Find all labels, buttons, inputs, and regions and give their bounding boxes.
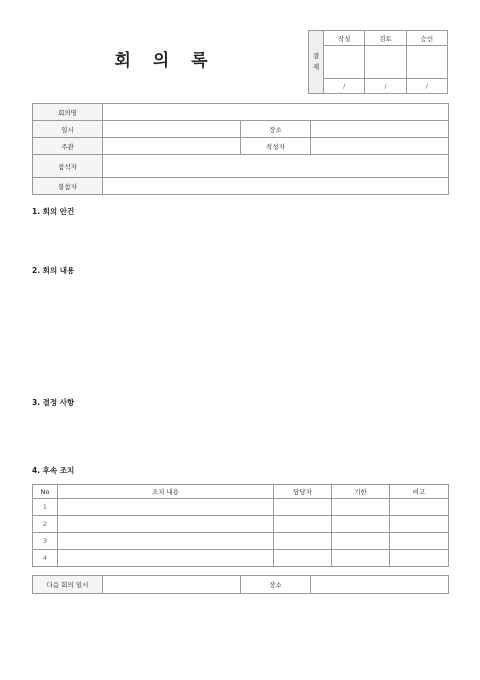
col-header-deadline: 기한 (332, 485, 390, 499)
table-row (33, 499, 449, 516)
decisions-heading: 3. 결정 사항 (32, 398, 75, 407)
approval-table (308, 30, 448, 94)
meeting-info-table (32, 103, 449, 195)
approval-sign-approve[interactable] (406, 46, 447, 79)
agenda-heading: 1. 회의 안건 (32, 207, 75, 216)
place-field[interactable] (311, 121, 449, 138)
content-heading: 2. 회의 내용 (32, 266, 75, 275)
document-title: 회 의 록 (114, 51, 216, 71)
meeting-name-field[interactable] (103, 104, 449, 121)
action-cell[interactable] (58, 499, 274, 516)
attendees-field[interactable] (103, 155, 449, 178)
note-cell[interactable] (390, 499, 449, 516)
next-meeting-place-label: 장소 (241, 576, 311, 594)
owner-cell[interactable] (274, 499, 332, 516)
attendees-label: 참석자 (33, 155, 103, 178)
row-number: 3 (33, 533, 58, 550)
next-meeting-place-field[interactable] (311, 576, 449, 594)
note-cell[interactable] (390, 533, 449, 550)
deadline-cell[interactable] (332, 499, 390, 516)
col-header-note: 비고 (390, 485, 449, 499)
action-cell[interactable] (58, 550, 274, 567)
table-row (33, 516, 449, 533)
row-number: 4 (33, 550, 58, 567)
date-label: 일시 (33, 121, 103, 138)
date-field[interactable] (103, 121, 241, 138)
col-header-owner: 담당자 (274, 485, 332, 499)
approval-date-write[interactable]: / (324, 79, 365, 94)
deadline-cell[interactable] (332, 533, 390, 550)
col-header-no: No (33, 485, 58, 499)
host-field[interactable] (103, 138, 241, 155)
followup-heading: 4. 후속 조치 (32, 466, 75, 475)
owner-cell[interactable] (274, 550, 332, 567)
owner-cell[interactable] (274, 533, 332, 550)
next-meeting-table (32, 575, 449, 594)
approval-sign-write[interactable] (324, 46, 365, 79)
action-cell[interactable] (58, 533, 274, 550)
writer-label: 작성자 (241, 138, 311, 155)
action-cell[interactable] (58, 516, 274, 533)
absentees-field[interactable] (103, 178, 449, 195)
col-header-action: 조치 내용 (58, 485, 274, 499)
deadline-cell[interactable] (332, 516, 390, 533)
meeting-name-label: 회의명 (33, 104, 103, 121)
next-meeting-date-label: 다음 회의 일시 (33, 576, 103, 594)
place-label: 장소 (241, 121, 311, 138)
row-number: 1 (33, 499, 58, 516)
host-label: 주관 (33, 138, 103, 155)
next-meeting-date-field[interactable] (103, 576, 241, 594)
approval-side-label: 결 재 (309, 31, 324, 94)
approval-sign-review[interactable] (365, 46, 406, 79)
table-row (33, 550, 449, 567)
approval-col-write: 작성 (324, 31, 365, 46)
writer-field[interactable] (311, 138, 449, 155)
row-number: 2 (33, 516, 58, 533)
note-cell[interactable] (390, 550, 449, 567)
absentees-label: 불참자 (33, 178, 103, 195)
table-row (33, 533, 449, 550)
approval-col-review: 검토 (365, 31, 406, 46)
deadline-cell[interactable] (332, 550, 390, 567)
approval-date-approve[interactable]: / (406, 79, 447, 94)
followup-table (32, 484, 449, 567)
note-cell[interactable] (390, 516, 449, 533)
approval-date-review[interactable]: / (365, 79, 406, 94)
approval-col-approve: 승인 (406, 31, 447, 46)
owner-cell[interactable] (274, 516, 332, 533)
